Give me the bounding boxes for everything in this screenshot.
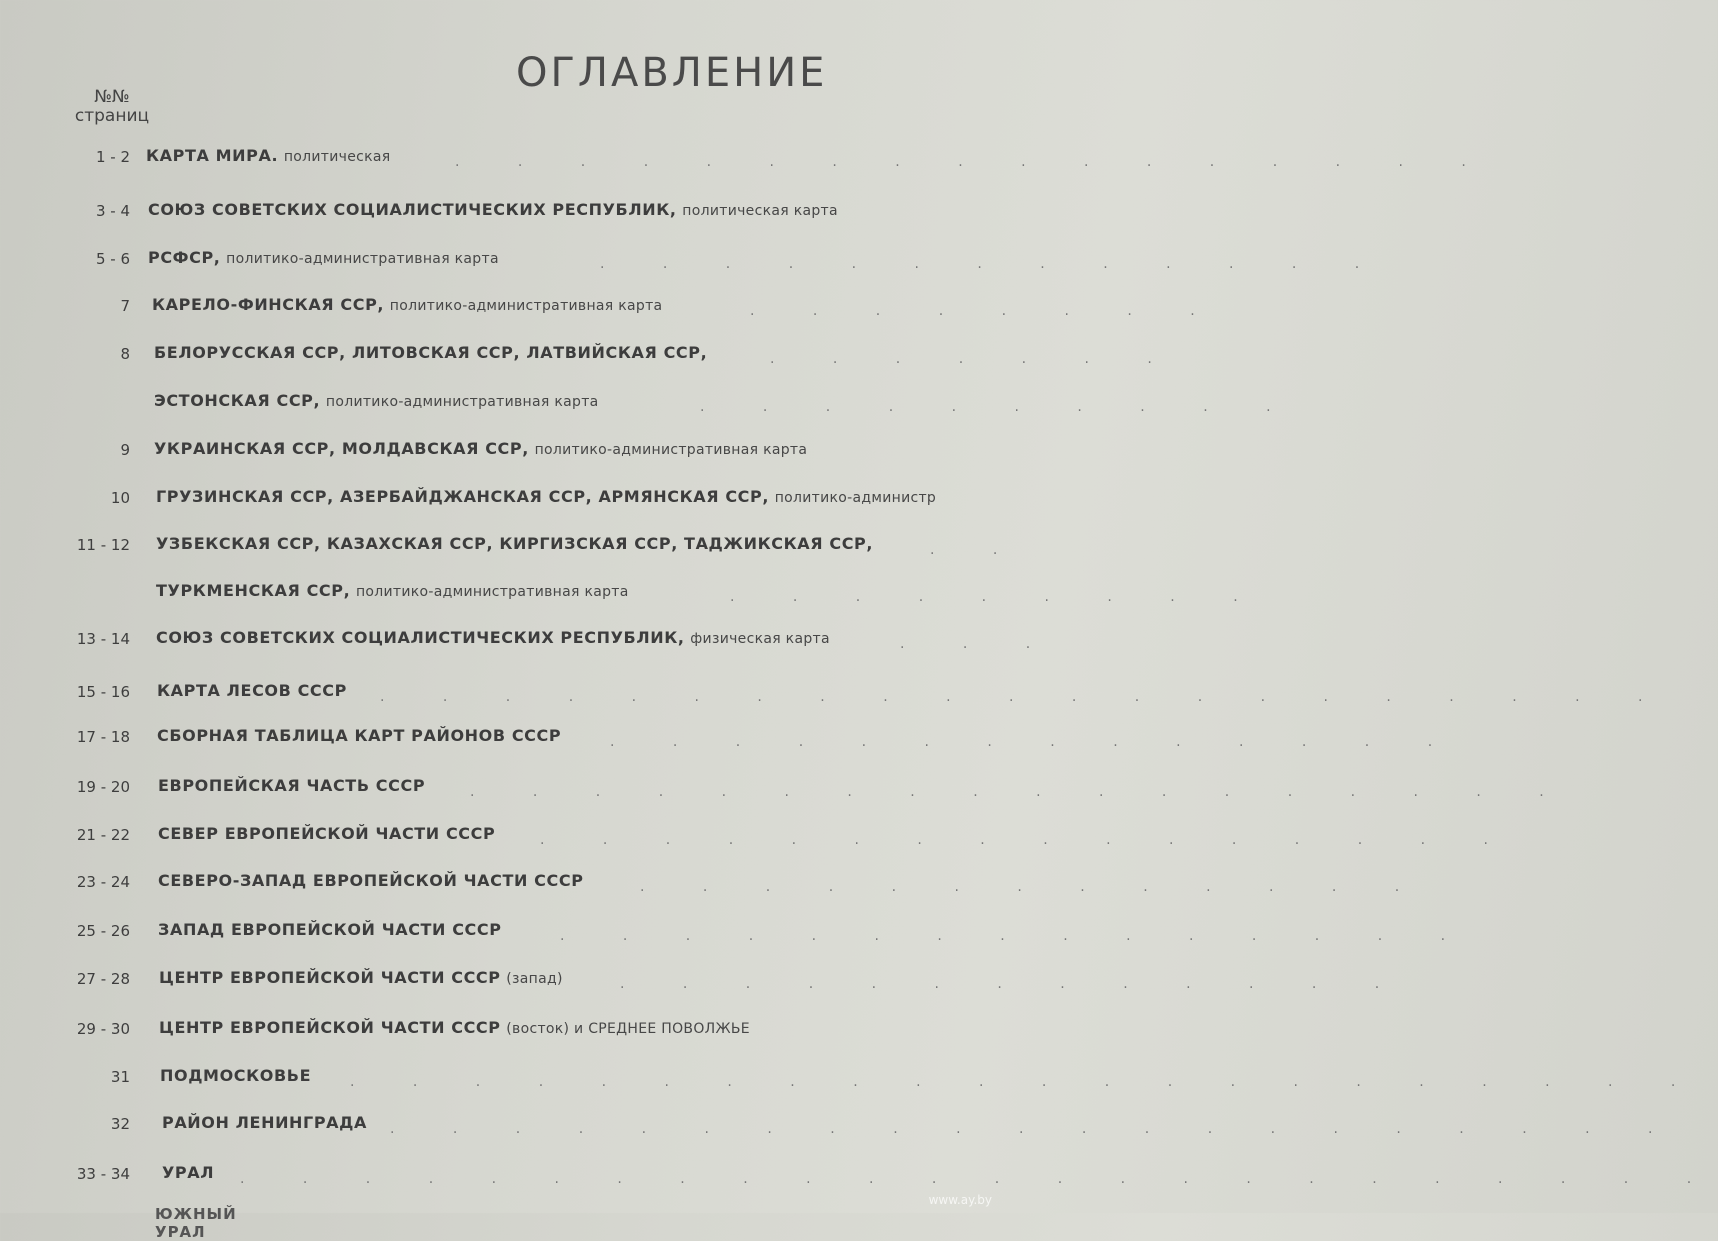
entry-page-number: 7	[120, 297, 130, 315]
toc-entry-continuation	[0, 581, 1265, 613]
entry-title: СОЮЗ СОВЕТСКИХ СОЦИАЛИСТИЧЕСКИХ РЕСПУБЛИК,	[148, 200, 677, 219]
entry-title: ТУРКМЕНСКАЯ ССР,	[156, 581, 351, 600]
toc-entry	[0, 441, 1000, 471]
leader-dots: . . . . . . . . . . . . . . . .	[540, 832, 1515, 848]
entry-title: УЗБЕКСКАЯ ССР, КАЗАХСКАЯ ССР, КИРГИЗСКАЯ ССР, ТАДЖИКСКАЯ ССР,	[156, 534, 874, 553]
toc-entry	[0, 1020, 1000, 1050]
leader-dots: . . . . . . . . .	[730, 589, 1265, 605]
entry-title: СЕВЕР ЕВРОПЕЙСКОЙ ЧАСТИ СССР	[158, 824, 496, 843]
entry-page-number: 3 - 4	[95, 202, 130, 220]
toc-entry	[0, 824, 1515, 856]
toc-entry	[0, 343, 1179, 375]
entry-title: КАРТА ЛЕСОВ СССР	[157, 681, 347, 700]
toc-entry	[0, 681, 1670, 713]
entry-description: политико-административная карта	[226, 251, 499, 267]
entry-title: ПОДМОСКОВЬЕ	[160, 1066, 312, 1085]
leader-dots: . . . . . . . . . . . . . . . . . . . . . .	[350, 1074, 1703, 1090]
entry-page-number: 11 - 12	[76, 536, 130, 554]
entry-page-number: 21 - 22	[76, 826, 130, 844]
entry-page-number: 19 - 20	[76, 778, 130, 796]
entry-title: РСФСР,	[148, 248, 221, 267]
entry-page-number: 15 - 16	[76, 683, 130, 701]
toc-entry	[0, 628, 1058, 660]
entry-description: политико-администр	[774, 490, 937, 506]
toc-entry	[0, 871, 1427, 903]
leader-dots: . . . . . . . . . . . . . . . . . . . . . . . .	[240, 1171, 1718, 1187]
toc-entry	[0, 726, 1460, 758]
toc-entry	[0, 202, 1000, 232]
leader-dots: . . . . . . . . . .	[700, 399, 1298, 415]
toc-entry	[0, 1113, 1680, 1145]
entry-page-number: 8	[120, 345, 130, 363]
entry-title: ЭСТОНСКАЯ ССР,	[154, 391, 321, 410]
entry-page-number: 1 - 2	[95, 148, 130, 166]
entry-page-number: 9	[120, 441, 130, 459]
entry-description: политико-административная карта	[389, 298, 663, 314]
entry-page-number: 32	[110, 1115, 130, 1133]
entry-description: политическая карта	[682, 203, 838, 219]
entry-description: политико-административная карта	[534, 442, 808, 458]
toc-entry	[0, 776, 1571, 808]
watermark: www.ay.by	[928, 1193, 992, 1207]
entry-description: политико-административная карта	[325, 394, 599, 410]
toc-entry-continuation	[0, 391, 1298, 423]
leader-dots: . . .	[900, 636, 1058, 652]
entry-description: политико-административная карта	[355, 584, 629, 600]
entry-title: УКРАИНСКАЯ ССР, МОЛДАВСКАЯ ССР,	[154, 439, 529, 458]
leader-dots: . . . . . . . . . . . . . .	[610, 734, 1460, 750]
column-header-line2: страниц	[74, 106, 150, 126]
entry-description: политическая	[283, 149, 391, 165]
entry-description: физическая карта	[690, 631, 830, 647]
leader-dots: . . . . . . . . . . . . . . . . . . . . .	[390, 1121, 1680, 1137]
entry-title: КАРЕЛО-ФИНСКАЯ ССР,	[152, 295, 385, 314]
entry-title: БЕЛОРУССКАЯ ССР, ЛИТОВСКАЯ ССР, ЛАТВИЙСКАЯ ССР,	[154, 343, 708, 362]
leader-dots: . . . . . . . . . . . . . . . . . . . . .	[380, 689, 1670, 705]
entry-page-number: 10	[110, 489, 130, 507]
entry-page-number: 23 - 24	[76, 873, 130, 891]
toc-entry	[0, 295, 1222, 327]
entry-description: (запад)	[506, 971, 563, 987]
entry-description: (восток) и СРЕДНЕЕ ПОВОЛЖЬЕ	[506, 1021, 750, 1037]
entry-title: ГРУЗИНСКАЯ ССР, АЗЕРБАЙДЖАНСКАЯ ССР, АРМЯНСКАЯ ССР,	[156, 487, 770, 506]
entry-page-number: 27 - 28	[76, 970, 130, 988]
entry-page-number: 17 - 18	[76, 728, 130, 746]
entry-title: РАЙОН ЛЕНИНГРАДА	[162, 1113, 367, 1132]
toc-entry	[0, 1163, 1718, 1195]
cropped-next-entry: ЮЖНЫЙ УРАЛ	[155, 1205, 237, 1241]
entry-page-number: 25 - 26	[76, 922, 130, 940]
entry-title: УРАЛ	[162, 1163, 215, 1182]
column-header-line1: №№	[94, 87, 130, 107]
entry-page-number: 13 - 14	[76, 630, 130, 648]
leader-dots: . . . . . . .	[770, 351, 1179, 367]
entry-page-number: 31	[110, 1068, 130, 1086]
leader-dots: . . . . . . . . . . . . .	[620, 976, 1407, 992]
leader-dots: . . . . . . . . . . . . . . . . .	[455, 154, 1493, 170]
entry-title: ЦЕНТР ЕВРОПЕЙСКОЙ ЧАСТИ СССР	[159, 968, 501, 987]
entry-title: СЕВЕРО-ЗАПАД ЕВРОПЕЙСКОЙ ЧАСТИ СССР	[158, 871, 584, 890]
entry-page-number: 29 - 30	[76, 1020, 130, 1038]
toc-entry	[0, 489, 1000, 519]
leader-dots: . . . . . . . . . . . . . . .	[560, 928, 1473, 944]
entry-title: ЦЕНТР ЕВРОПЕЙСКОЙ ЧАСТИ СССР	[159, 1018, 501, 1037]
leader-dots: . .	[930, 542, 1025, 558]
toc-entry	[0, 968, 1407, 1000]
entry-title: ЕВРОПЕЙСКАЯ ЧАСТЬ СССР	[158, 776, 426, 795]
page-title: ОГЛАВЛЕНИЕ	[516, 50, 828, 96]
entry-title: ЗАПАД ЕВРОПЕЙСКОЙ ЧАСТИ СССР	[158, 920, 502, 939]
entry-page-number: 5 - 6	[95, 250, 130, 268]
toc-entry	[0, 1066, 1703, 1098]
leader-dots: . . . . . . . . . . . . .	[600, 256, 1387, 272]
toc-entry	[0, 248, 1387, 280]
entry-title: КАРТА МИРА.	[146, 146, 279, 165]
leader-dots: . . . . . . . . . . . . .	[640, 879, 1427, 895]
leader-dots: . . . . . . . . . . . . . . . . . .	[470, 784, 1571, 800]
leader-dots: . . . . . . . .	[750, 303, 1222, 319]
toc-entry	[0, 146, 1493, 178]
entry-title: СБОРНАЯ ТАБЛИЦА КАРТ РАЙОНОВ СССР	[157, 726, 562, 745]
entry-title: СОЮЗ СОВЕТСКИХ СОЦИАЛИСТИЧЕСКИХ РЕСПУБЛИК,	[156, 628, 685, 647]
page-numbers-column-header	[64, 88, 160, 126]
toc-entry	[0, 534, 1025, 566]
toc-entry	[0, 920, 1473, 952]
entry-page-number: 33 - 34	[76, 1165, 130, 1183]
